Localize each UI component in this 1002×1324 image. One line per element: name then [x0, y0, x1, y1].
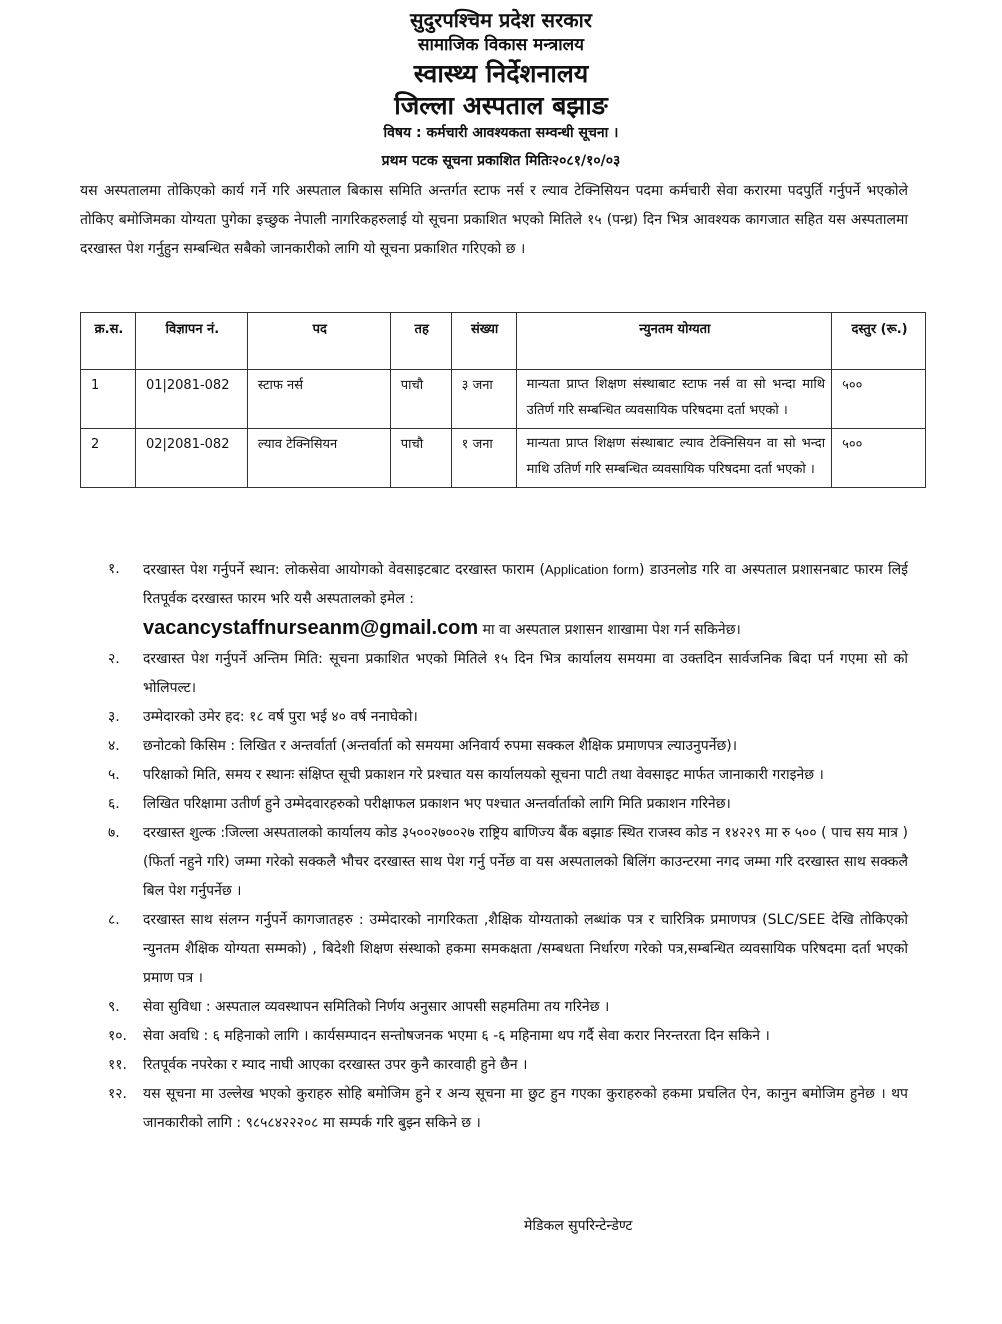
header-post: पद	[247, 313, 390, 370]
list-item	[108, 703, 908, 732]
cell-post: ल्याव टेक्निसियन	[247, 429, 390, 488]
cell-sn: 2	[81, 429, 136, 488]
list-item	[108, 1051, 908, 1080]
cell-sn: 1	[81, 370, 136, 429]
list-item-number: ७.	[108, 825, 120, 841]
list-item-text: सेवा अवधि : ६ महिनाको लागि । कार्यसम्पादन सन्तोषजनक भएमा ६ -६ महिनामा थप गर्दै सेवा करार निरन्तरता दिन सकिने ।	[143, 1028, 770, 1044]
intro-paragraph: यस अस्पतालमा तोकिएको कार्य गर्ने गरि अस्पताल बिकास समिति अन्तर्गत स्टाफ नर्स र ल्याव टेक्निसियन पदमा कर्मचारी सेवा करारमा पदपुर्ति गर्नुपर्ने भएकोले तोकिए बमोजिमका योग्यता पुगेका इच्छुक नेपाली नागरिकहरुलाई यो सूचना प्रकाशित भएको मितिले १५ (पन्ध्र) दिन भित्र आवश्यक कागजात सहित यस अस्पतालमा दरखास्त पेश गर्नुहुन सम्बन्धित सबैको जानकारीको लागि यो सूचना प्रकाशित गरिएको छ ।	[80, 183, 908, 257]
list-item-text: दरखास्त पेश गर्नुपर्ने अन्तिम मिति: सूचना प्रकाशित भएको मितिले १५ दिन भित्र कार्यालय समयमा वा उक्तदिन सार्वजनिक बिदा पर्न गएमा सो को भोलिपल्ट।	[143, 651, 908, 696]
list-item-number: ४.	[108, 738, 120, 754]
header-province-government: सुदुरपश्चिम प्रदेश सरकार	[410, 8, 592, 32]
list-item-text: मा वा अस्पताल प्रशासन शाखामा पेश गर्न सकिनेछ।	[478, 622, 741, 638]
header-fee: दस्तुर (रू.)	[832, 313, 926, 370]
cell-fee: ५००	[832, 429, 926, 488]
list-item-number: १.	[108, 561, 120, 577]
list-item-number: ८.	[108, 912, 120, 928]
notes-list	[108, 555, 908, 1138]
list-item-text: रितपूर्वक नपरेका र म्याद नाघी आएका दरखास्त उपर कुनै कारवाही हुने छैन ।	[143, 1057, 528, 1073]
list-item	[108, 645, 908, 703]
list-item	[108, 1022, 908, 1051]
cell-qualification: मान्यता प्राप्त शिक्षण संस्थाबाट स्टाफ नर्स वा सो भन्दा माथि उतिर्ण गरि सम्बन्धित व्यवसायिक परिषदमा दर्ता भएको ।	[516, 370, 831, 429]
list-item-text: लिखित परिक्षामा उतीर्ण हुने उम्मेदवारहरुको परीक्षाफल प्रकाशन भए पश्चात अन्तर्वार्ताको लागि मिति प्रकाशन गरिनेछ।	[143, 796, 731, 812]
list-item	[108, 906, 908, 993]
cell-count: ३ जना	[451, 370, 516, 429]
list-item-text: दरखास्त शुल्क :जिल्ला अस्पतालको कार्यालय कोड ३५००२७००२७ राष्ट्रिय बाणिज्य बैंक बझाङ स्थित राजस्व कोड न १४२२९ मा रु ५०० ( पाच सय मात्र ) (फिर्ता नहुने गरि) जम्मा गरेको सक्कलै भौचर दरखास्त साथ पेश गर्नु पर्नेछ वा यस अस्पतालको बिलिंग काउन्टरमा नगद जम्मा गरि दरखास्त साथ सक्कलै बिल पेश गर्नुपर्नेछ ।	[143, 825, 908, 899]
cell-qualification: मान्यता प्राप्त शिक्षण संस्थाबाट ल्याव टेक्निसियन वा सो भन्दा माथि उतिर्ण गरि सम्बन्धित व्यवसायिक परिषदमा दर्ता भएको ।	[516, 429, 831, 488]
cell-count: १ जना	[451, 429, 516, 488]
header-directorate: स्वास्थ्य निर्देशनालय	[413, 59, 589, 88]
header-ministry: सामाजिक विकास मन्त्रालय	[417, 35, 585, 55]
list-item	[108, 819, 908, 906]
list-item-number: ३.	[108, 709, 120, 725]
publish-date: प्रथम पटक सूचना प्रकाशित मितिः२०८१/१०/०३	[381, 153, 621, 169]
cell-ad-no: 02|2081-082	[135, 429, 247, 488]
list-item-text: ) डाउनलोड गरि वा अस्पताल प्रशासनबाट फारम लिई रितपूर्वक दरखास्त फारम भरि यसै अस्पतालको इमेल :	[143, 562, 908, 607]
header-count: संख्या	[451, 313, 516, 370]
list-item-text: छनोटको किसिम : लिखित र अन्तर्वार्ता (अन्तर्वार्ता को समयमा अनिवार्य रुपमा सक्कल शैक्षिक प्रमाणपत्र ल्याउनुपर्नेछ)।	[143, 738, 738, 754]
header-level: तह	[390, 313, 451, 370]
list-item	[108, 761, 908, 790]
list-item-text: उम्मेदारको उमेर हद: १८ वर्ष पुरा भई ४० वर्ष ननाघेको।	[143, 709, 418, 725]
list-item-number: ६.	[108, 796, 120, 812]
list-item-number: ९.	[108, 999, 120, 1015]
list-item	[108, 732, 908, 761]
header-ad-no: विज्ञापन नं.	[135, 313, 247, 370]
list-item-text: परिक्षाको मिति, समय र स्थानः संक्षिप्त सूची प्रकाशन गरे प्रश्चात यस कार्यालयको सूचना पाटी तथा वेवसाइट मार्फत जानाकारी गराइनेछ ।	[143, 767, 824, 783]
list-item-text: दरखास्त साथ संलग्न गर्नुपर्ने कागजातहरु : उम्मेदारको नागरिकता ,शैक्षिक योग्यताको लब्धांक पत्र र चारित्रिक प्रमाणपत्र (SLC/SEE देखि तोकिएको न्युनतम शैक्षिक योग्यता सम्मको) , बिदेशी शिक्षण संस्थाको हकमा समकक्षता /सम्बधता निर्धारण गरेको पत्र,सम्बन्धित व्यवसायिक परिषदमा दर्ता भएको प्रमाण पत्र ।	[143, 912, 908, 986]
cell-level: पाचौ	[390, 370, 451, 429]
list-item	[108, 1080, 908, 1138]
list-item-number: २.	[108, 651, 120, 667]
table-row	[81, 429, 926, 488]
notice-subject: विषय : कर्मचारी आवश्यकता सम्वन्धी सूचना ।	[383, 125, 619, 141]
application-form-label: Application form	[544, 562, 639, 577]
list-item-text: यस सूचना मा उल्लेख भएको कुराहरु सोहि बमोजिम हुने र अन्य सूचना मा छुट हुन गएका कुराहरुको हकमा प्रचलित ऐन, कानुन बमोजिम हुनेछ । थप जानकारीको लागि : ९८५८४२२२०८ मा सम्पर्क गरि बुझ्न सकिने छ ।	[143, 1086, 908, 1131]
list-item	[108, 993, 908, 1022]
table-row	[81, 370, 926, 429]
list-item-number: ११.	[108, 1057, 128, 1073]
list-item	[108, 555, 908, 645]
header-qualification: न्युनतम योग्यता	[516, 313, 831, 370]
list-item-text: दरखास्त पेश गर्नुपर्ने स्थान: लोकसेवा आयोगको वेवसाइटबाट दरखास्त फाराम (	[143, 562, 545, 578]
list-item-number: ५.	[108, 767, 120, 783]
cell-level: पाचौ	[390, 429, 451, 488]
email-link[interactable]: vacancystaffnurseanm@gmail.com	[143, 617, 479, 639]
cell-ad-no: 01|2081-082	[135, 370, 247, 429]
list-item-number: १०.	[108, 1028, 128, 1044]
list-item-number: १२.	[108, 1086, 128, 1102]
header-sn: क्र.स.	[81, 313, 136, 370]
vacancy-table	[80, 312, 926, 488]
list-item	[108, 790, 908, 819]
table-header-row	[81, 313, 926, 370]
list-item-text: सेवा सुविधा : अस्पताल व्यवस्थापन समितिको निर्णय अनुसार आपसी सहमतिमा तय गरिनेछ ।	[143, 999, 610, 1015]
signature-title: मेडिकल सुपरिन्टेन्डेण्ट	[524, 1218, 633, 1234]
cell-post: स्टाफ नर्स	[247, 370, 390, 429]
header-hospital: जिल्ला अस्पताल बझाङ	[394, 91, 608, 120]
cell-fee: ५००	[832, 370, 926, 429]
